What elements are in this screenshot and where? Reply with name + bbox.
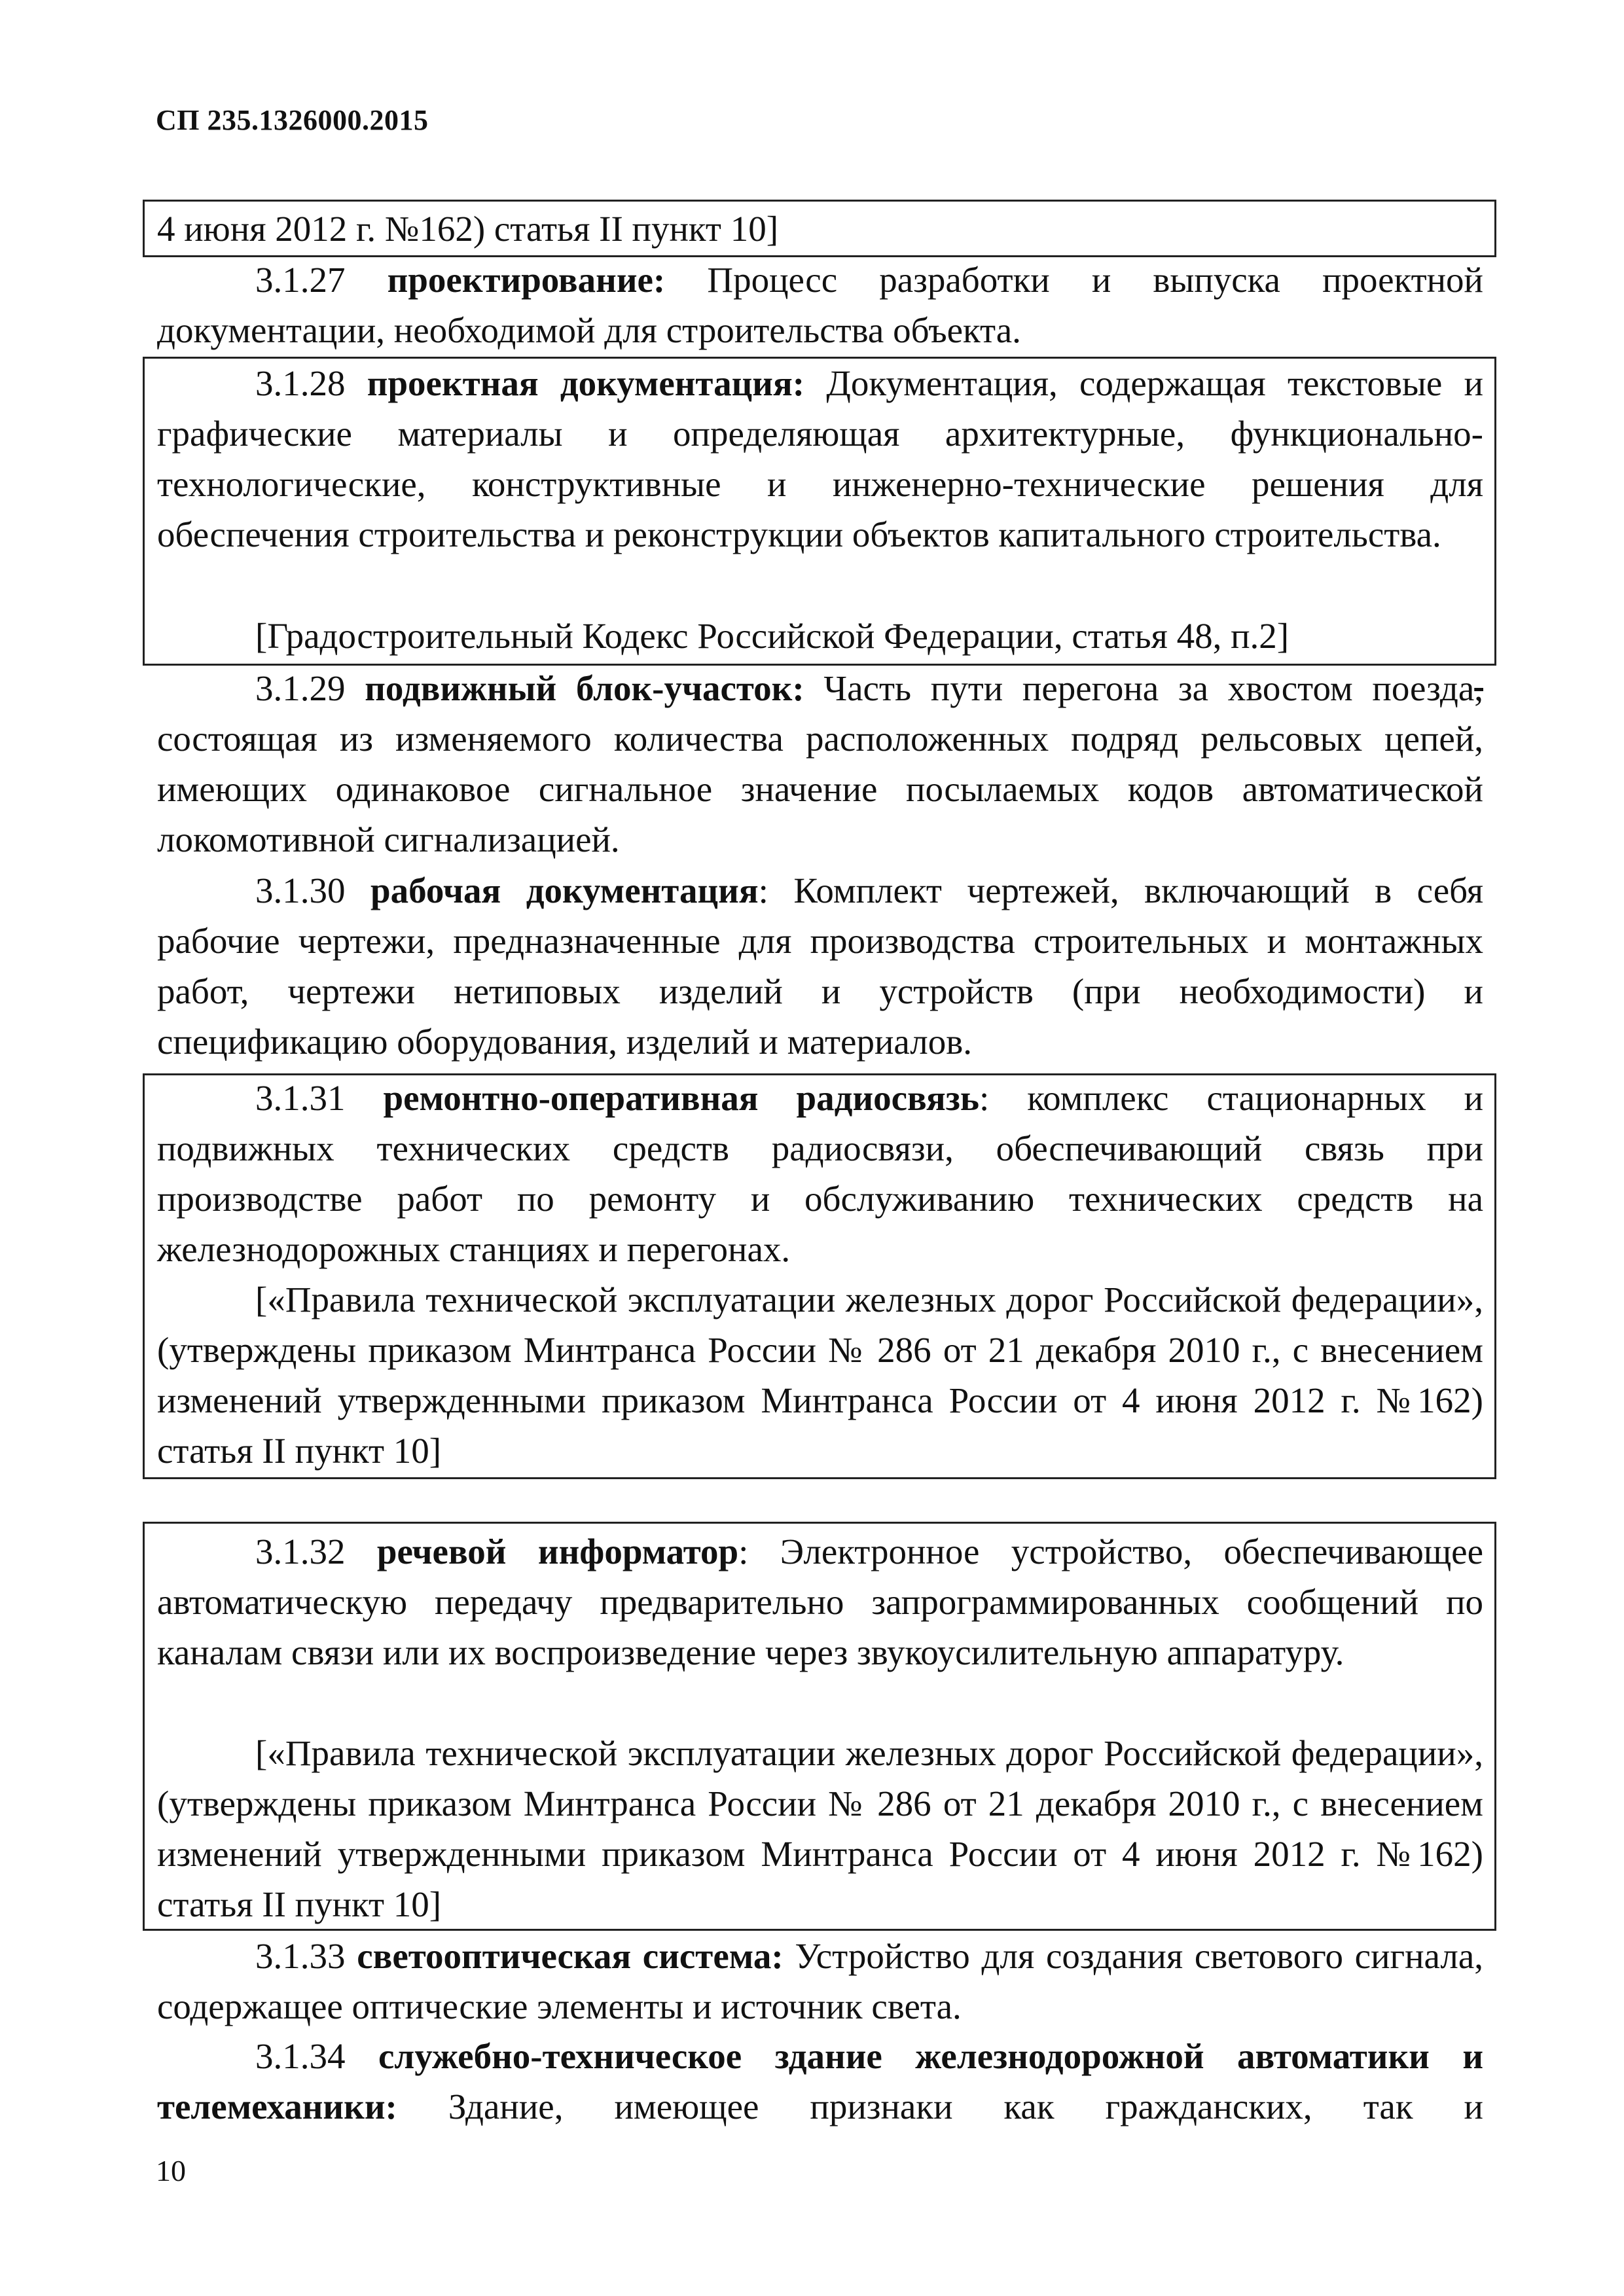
entry-definition: : комплекс стационарных и подвижных технических средств радиосвязи, обеспечивающий связь при производстве работ по ремонту и обслуживанию технических средств на железнодорожных станциях и перегонах. <box>157 1078 1483 1269</box>
source-reference: [«Правила технической эксплуатации железных дорог Российской федерации», (утверждены приказом Минтранса России № 286 от 21 декабря 2010 г., с внесением изменений утвержденными приказом Минтранса России от 4 июня 2012 г. №162) статья II пункт 10] <box>157 1733 1483 1924</box>
entry-definition-part-2: состоящая из изменяемого количества расположенных подряд рельсовых цепей, имеющих одинаковое сигнальное значение посылаемых кодов автоматической локомотивной сигнализацией. <box>157 719 1483 859</box>
entry-3-1-32-source <box>157 1728 1483 1929</box>
entry-3-1-32 <box>157 1526 1483 1677</box>
entry-term: подвижный блок-участок: <box>365 668 804 708</box>
entry-number: 3.1.30 <box>255 870 346 910</box>
entry-3-1-28-source <box>157 611 1483 661</box>
entry-term: рабочая документация <box>370 870 759 910</box>
entry-3-1-29 <box>157 663 1483 865</box>
entry-number: 3.1.34 <box>255 2036 346 2076</box>
entry-term: служебно-техническое здание железнодорожной автоматики и телемеханики: <box>157 2036 1484 2126</box>
entry-definition: Здание, имеющее признаки как гражданских, так и <box>397 2087 1483 2126</box>
entry-definition: Процесс разработки и выпуска проектной документации, необходимой для строительства объекта. <box>157 260 1483 350</box>
entry-term: речевой информатор <box>376 1532 739 1571</box>
entry-number: 3.1.27 <box>255 260 346 300</box>
entry-3-1-31-source <box>157 1274 1483 1476</box>
entry-3-1-31 <box>157 1073 1483 1274</box>
entry-number: 3.1.32 <box>255 1532 346 1571</box>
entry-definition: Документация, содержащая текстовые и графические материалы и определяющая архитектурные, функционально-технологические, конструктивные и инженерно-технические решения для обеспечения строительства и реконструкции объектов капитального строительства. <box>157 363 1484 554</box>
entry-term: проектная документация: <box>367 363 805 403</box>
entry-number: 3.1.33 <box>255 1936 346 1976</box>
entry-definition: : Электронное устройство, обеспечивающее автоматическую передачу предварительно запрограммированных сообщений по каналам связи или их воспроизведение через звукоусилительную аппаратуру. <box>157 1532 1483 1672</box>
entry-number: 3.1.28 <box>255 363 346 403</box>
entry-3-1-34 <box>157 2031 1483 2132</box>
entry-term: ремонтно-оперативная радиосвязь <box>383 1078 979 1118</box>
entry-number: 3.1.31 <box>255 1078 346 1118</box>
entry-definition: Устройство для создания светового сигнала, содержащее оптические элементы и источник света. <box>157 1936 1484 2026</box>
source-reference: [Градостроительный Кодекс Российской Федерации, статья 48, п.2] <box>255 616 1290 656</box>
entry-number: 3.1.29 <box>255 668 346 708</box>
page-number: 10 <box>156 2154 186 2187</box>
entry-definition: : Комплект чертежей, включающий в себя рабочие чертежи, предназначенные для производства строительных и монтажных работ, чертежи нетиповых изделий и устройств (при необходимости) и спецификацию оборудования, изделий и материалов. <box>157 870 1484 1062</box>
entry-3-1-28 <box>157 358 1483 560</box>
source-reference: [«Правила технической эксплуатации железных дорог Российской федерации», (утверждены приказом Минтранса России № 286 от 21 декабря 2010 г., с внесением изменений утвержденными приказом Минтранса России от 4 июня 2012 г. №162) статья II пункт 10] <box>157 1280 1483 1471</box>
entry-definition-part-1: Часть пути перегона за хвостом поезда <box>804 668 1475 708</box>
struck-comma: , <box>1474 668 1483 708</box>
entry-3-1-33 <box>157 1931 1483 2032</box>
entry-3-1-27 <box>157 255 1483 355</box>
entry-term: светооптическая система: <box>357 1936 784 1976</box>
continuation-line: 4 июня 2012 г. №162) статья II пункт 10] <box>157 209 779 249</box>
continuation-text <box>157 204 1483 254</box>
document-code-header: СП 235.1326000.2015 <box>156 104 429 136</box>
entry-3-1-30 <box>157 865 1483 1067</box>
entry-term: проектирование: <box>387 260 666 300</box>
